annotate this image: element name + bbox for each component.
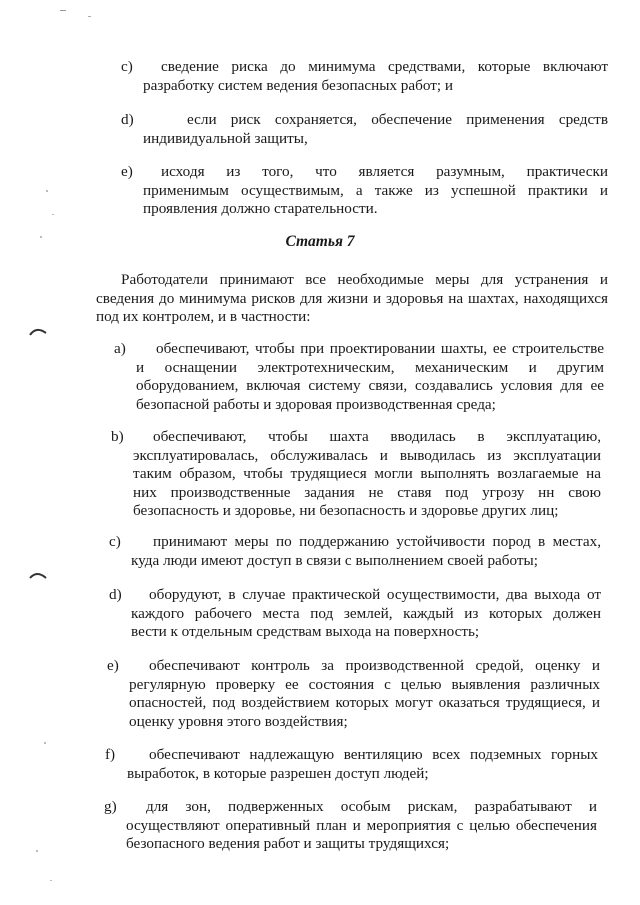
list-item-label: c) xyxy=(109,533,121,550)
scan-speck xyxy=(88,16,91,17)
list-item-line: исходя из того, что является разумным, практически xyxy=(161,163,608,180)
list-item-label: d) xyxy=(109,586,122,603)
list-item-line: и оснащении электротехническим, механическим и другим xyxy=(136,358,604,376)
list-item-label: f) xyxy=(105,746,116,763)
intro-line: под их контролем, и в частности: xyxy=(96,308,311,325)
list-item-label: e) xyxy=(121,163,133,180)
list-item-top-c xyxy=(121,58,608,95)
list-item-line: проявления должно старательности. xyxy=(143,200,378,217)
list-item-c xyxy=(109,533,601,570)
list-item-line: опасностей, под воздействием которых могут оказаться трудящиеся, и xyxy=(129,694,600,711)
list-item-line: каждого рабочего места под землей, каждый из которых должен xyxy=(131,604,601,622)
list-item-line: принимают меры по поддержанию устойчивости пород в местах, xyxy=(153,533,601,550)
list-item-label: b) xyxy=(111,428,124,445)
scan-speck xyxy=(60,10,66,11)
list-item-line: таким образом, чтобы трудящиеся могли выполнять возлагаемые на xyxy=(133,465,601,482)
scan-speck xyxy=(50,880,52,881)
intro-paragraph xyxy=(96,271,608,327)
list-item-line: для зон, подверженных особым рискам, разрабатывают и xyxy=(146,798,597,815)
list-item-label: g) xyxy=(104,798,117,815)
list-item-line: оценку уровня этого воздействия; xyxy=(129,712,348,730)
list-item-line: эксплуатировалась, обслуживалась и выводилась из эксплуатации xyxy=(133,446,601,464)
list-item-line: выработок, в которые разрешен доступ людей; xyxy=(127,764,429,782)
scan-speck xyxy=(52,214,54,215)
scan-mark-lower xyxy=(28,568,48,582)
list-item-g xyxy=(104,798,597,854)
list-item-top-d xyxy=(121,111,608,148)
list-item-f xyxy=(105,746,598,783)
list-item-line: индивидуальной защиты, xyxy=(143,129,308,147)
scan-speck xyxy=(36,850,38,852)
article-heading: Статья 7 xyxy=(285,233,355,250)
list-item-d xyxy=(109,586,601,642)
list-item-line: безопасной работы и здоровая производственная среда; xyxy=(136,395,496,413)
list-item-label: e) xyxy=(107,657,119,674)
list-item-label: d) xyxy=(121,111,134,128)
list-item-line: осуществляют оперативный план и мероприятия с целью обеспечения xyxy=(126,816,597,834)
list-item-line: применимым осуществимым, а также из успешной практики и xyxy=(143,181,608,199)
list-item-line: сведение риска до минимума средствами, которые включают xyxy=(161,58,608,75)
scan-mark-upper xyxy=(28,324,48,338)
list-item-line: куда люди имеют доступ в связи с выполнением своей работы; xyxy=(131,551,538,569)
list-item-line: оборудуют, в случае практической осуществимости, два выхода от xyxy=(149,586,601,603)
list-item-line: регулярную проверку ее состояния с целью выявления различных xyxy=(129,675,600,693)
list-item-a xyxy=(114,340,604,414)
list-item-b xyxy=(111,428,601,521)
list-item-label: a) xyxy=(114,340,126,357)
list-item-line: безопасного ведения работ и защиты трудящихся; xyxy=(126,835,450,852)
list-item-line: обеспечивают, чтобы при проектировании шахты, ее строительстве xyxy=(156,340,604,357)
scan-speck xyxy=(44,742,46,744)
intro-line: сведения до минимума рисков для жизни и здоровья на шахтах, находящихся xyxy=(96,289,608,307)
list-item-top-e xyxy=(121,163,608,219)
list-item-line: обеспечивают контроль за производственной средой, оценку и xyxy=(149,657,600,674)
list-item-line: вести к отдельным средствам выхода на поверхность; xyxy=(131,623,480,640)
scan-speck xyxy=(46,190,48,192)
list-item-line: оборудованием, включая систему связи, создавались условия для ее xyxy=(136,377,604,394)
list-item-line: них производственные задания не ставя под угрозу нн свою xyxy=(133,483,601,501)
list-item-line: обеспечивают, чтобы шахта вводилась в эксплуатацию, xyxy=(153,428,601,445)
list-item-line: разработку систем ведения безопасных работ; и xyxy=(143,76,454,94)
scan-speck xyxy=(40,236,42,238)
intro-line: Работодатели принимают все необходимые меры для устранения и xyxy=(121,271,608,288)
list-item-line: обеспечивают надлежащую вентиляцию всех подземных горных xyxy=(149,746,598,763)
list-item-e xyxy=(107,657,600,731)
list-item-line: безопасность и здоровье, ни безопасность и здоровье других лиц; xyxy=(133,502,559,519)
list-item-line: если риск сохраняется, обеспечение применения средств xyxy=(187,111,608,128)
list-item-label: c) xyxy=(121,58,133,75)
